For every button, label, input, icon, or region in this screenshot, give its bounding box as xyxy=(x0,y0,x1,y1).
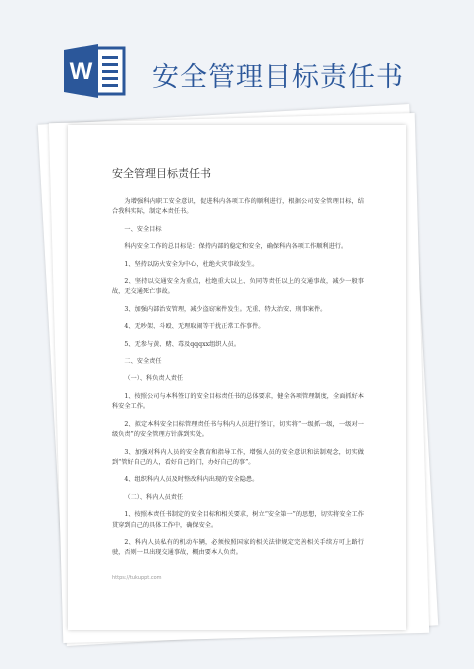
banner-title: 安全管理目标责任书 xyxy=(152,62,404,93)
word-icon-letter: W xyxy=(69,58,93,85)
list-item: 1、坚持以防火安全为中心，杜绝火灾事故发生。 xyxy=(124,260,259,268)
paragraph: 为增强科内职工安全意识，促进科内各项工作的顺利进行，根据公司安全管理目标，结合我科实际，制定本责任书。 xyxy=(112,198,364,216)
section-heading: 一、安全目标 xyxy=(124,225,162,233)
list-item: 1、按照本责任书制定的安全目标和相关要求，树立“安全第一”的思想，切实将安全工作贯穿到自己的具体工作中，确保安全。 xyxy=(112,511,364,529)
subsection-heading: （一）、科负责人责任 xyxy=(124,375,184,383)
document-body xyxy=(112,167,364,566)
list-item: 4、无吵架、斗殴、无理取闹等干扰正常工作事件。 xyxy=(124,323,265,331)
paragraph: 科内安全工作的总目标是：保持内部的稳定和安全，确保科内各项工作顺利进行。 xyxy=(124,243,348,251)
document-title: 安全管理目标责任书 xyxy=(112,167,211,180)
section-heading: 二、安全责任 xyxy=(124,358,162,366)
banner xyxy=(0,0,474,120)
list-item: 4、组织科内人员及时整改科内出现的安全隐患。 xyxy=(124,476,259,484)
subsection-heading: （二）、科内人员责任 xyxy=(124,493,184,501)
document-page xyxy=(68,125,406,630)
list-item: 3、加强对科内人员的安全教育和指导工作，增强人员的安全意识和法制观念，切实做到“管好自己的人，看好自己的门，办好自己的事”。 xyxy=(112,448,364,466)
word-document-icon xyxy=(62,40,132,100)
list-item: 1、按照公司与本科签订的安全目标责任书的总体要求，健全各项管理制度，全面抓好本科安全工作。 xyxy=(112,392,364,411)
list-item: 2、坚持以交通安全为重点，杜绝重大以上、负同等责任以上的交通事故，减少一般事故，无交通死亡事故。 xyxy=(112,278,364,296)
list-item: 3、加强内部治安管理，减少盗窃案件发生。无重、特大治安、刑事案件。 xyxy=(124,305,327,313)
page-footer-url: https://tukuppt.com xyxy=(112,575,162,581)
list-item: 2、拟定本科安全目标管理责任书与科内人员进行签订，切实将“一级抓一级，一级对一级负责”的安全管理方针落到实处。 xyxy=(112,420,364,439)
list-item: 2、科内人员私有的机动车辆，必须按照国家的相关法律规定完善相关手续方可上路行驶，否则一旦出现交通事故，概由要本人负责。 xyxy=(112,538,364,557)
list-item: 5、无参与黄、赌、毒及qqqxx组织人员。 xyxy=(124,340,241,348)
